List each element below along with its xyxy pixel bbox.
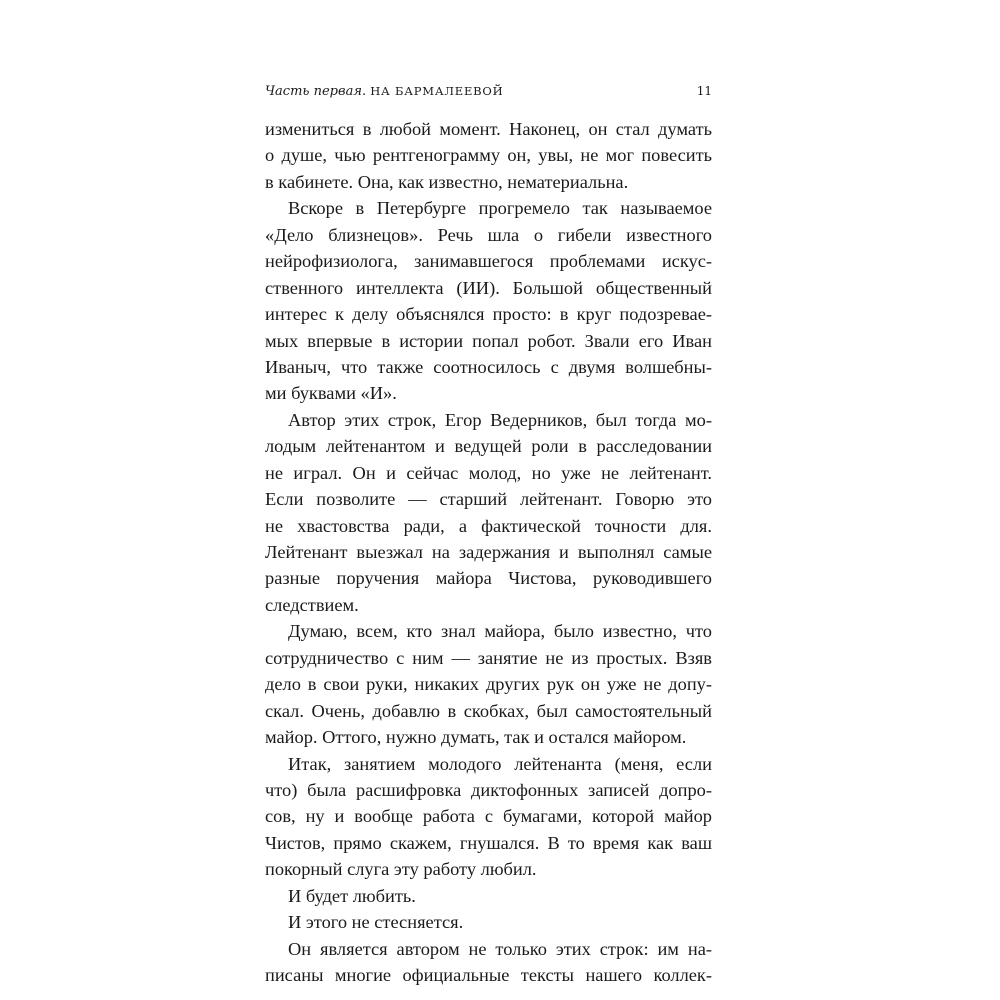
text-line: Вскоре в Петербурге прогремело так называемое — [288, 198, 712, 219]
text-line: Иваныч, что также соотносилось с двумя волшебны- — [265, 356, 712, 377]
text-line: майор. Оттого, нужно думать, так и остался майором. — [265, 727, 687, 748]
text-line: И этого не стесняется. — [288, 912, 464, 933]
text-line: скал. Очень, добавлю в скобках, был самостоятельный — [265, 700, 712, 721]
text-line: мых впервые в истории попал робот. Звали его Иван — [265, 330, 712, 351]
text-line: ми буквами «И». — [265, 383, 397, 404]
text-line: о душе, чью рентгенограмму он, увы, не мог повесить — [265, 145, 712, 166]
text-line: Он является автором не только этих строк: им на- — [288, 938, 712, 959]
running-head-title: НА БАРМАЛЕЕВОЙ — [370, 84, 504, 98]
text-line: Итак, занятием молодого лейтенанта (меня, если — [288, 753, 712, 774]
text-line: Если позволите — старший лейтенант. Говорю это — [265, 489, 712, 510]
text-line: не хвастовства ради, а фактической точности для. — [265, 515, 712, 536]
text-line: измениться в любой момент. Наконец, он стал думать — [265, 119, 712, 139]
text-line: И будет любить. — [288, 885, 416, 906]
running-head-separator: . — [361, 84, 371, 99]
text-line: покорный слуга эту работу любил. — [265, 859, 537, 880]
text-line: ственного интеллекта (ИИ). Большой общественный — [265, 277, 712, 298]
text-line: следствием. — [265, 594, 359, 615]
text-line: сотрудничество с ним — занятие не из простых. Взяв — [265, 647, 712, 668]
text-line: не играл. Он и сейчас молод, но уже не лейтенант. — [265, 462, 712, 483]
text-line: в кабинете. Она, как известно, нематериальна. — [265, 171, 629, 192]
page-number: 11 — [696, 84, 712, 98]
text-line: «Дело близнецов». Речь шла о гибели известного — [265, 224, 712, 245]
text-line: Чистов, прямо скажем, гнушался. В то время как ваш — [265, 832, 712, 853]
text-line: лодым лейтенантом и ведущей роли в расследовании — [265, 436, 712, 457]
text-line: нейрофизиолога, занимавшегося проблемами искус- — [265, 251, 712, 272]
body-text — [265, 116, 712, 988]
running-head — [265, 81, 712, 101]
text-line: писаны многие официальные тексты нашего коллек- — [265, 965, 712, 985]
text-line: интерес к делу объяснялся просто: в круг подозревае- — [265, 304, 712, 325]
text-line: дело в свои руки, никаких других рук он уже не допу- — [265, 674, 712, 695]
text-line: Автор этих строк, Егор Ведерников, был тогда мо- — [288, 409, 712, 430]
running-head-part: Часть первая — [265, 84, 362, 99]
text-line: Лейтенант выезжал на задержания и выполнял самые — [265, 542, 712, 562]
text-line: Думаю, всем, кто знал майора, было известно, что — [288, 621, 712, 642]
text-line: разные поручения майора Чистова, руководившего — [265, 568, 712, 589]
text-line: что) была расшифровка диктофонных записей допро- — [265, 779, 712, 800]
text-line: сов, ну и вообще работа с бумагами, которой майор — [265, 806, 712, 827]
